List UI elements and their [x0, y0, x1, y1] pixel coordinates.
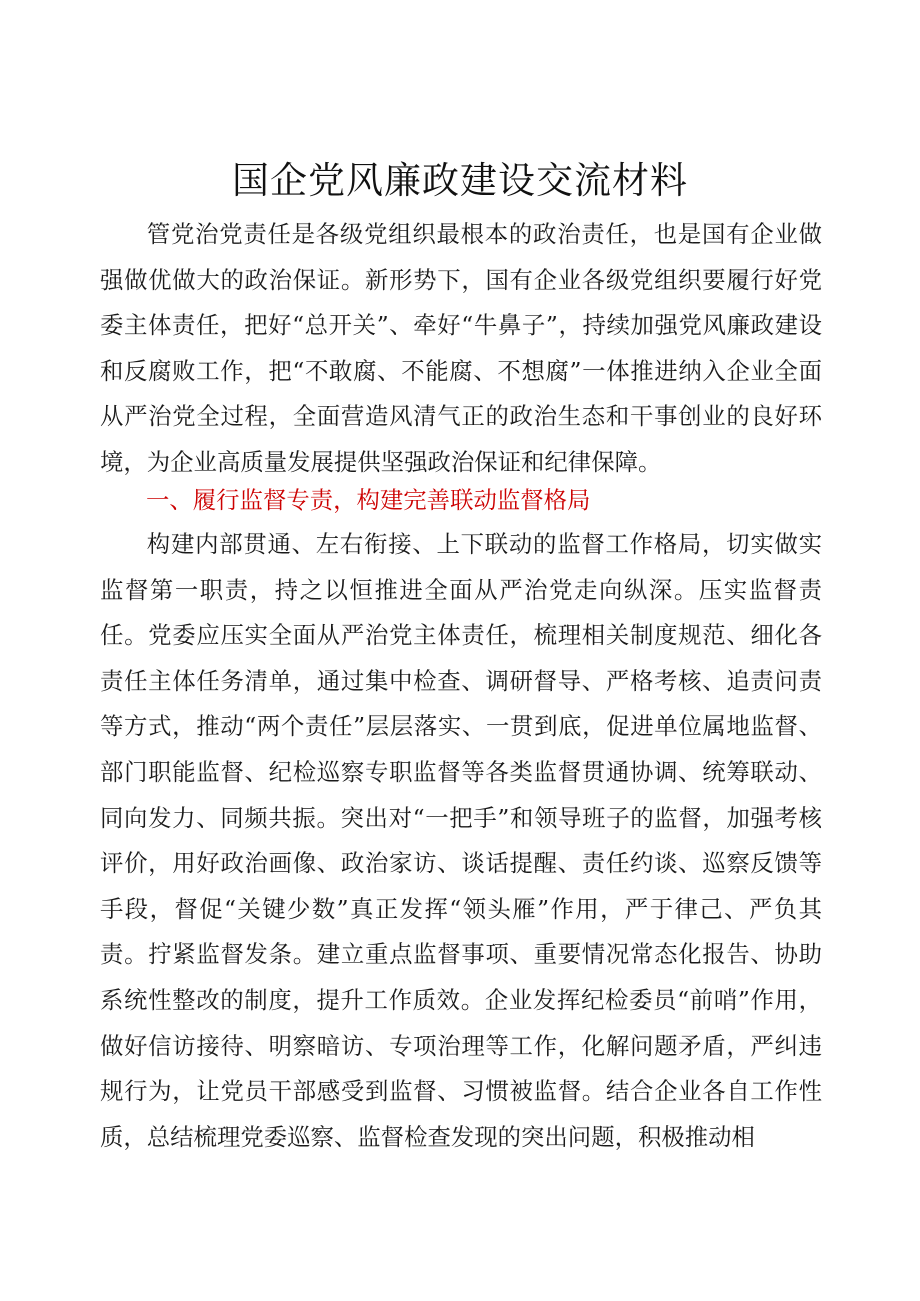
- document-title: 国企党风廉政建设交流材料: [232, 159, 688, 202]
- section-heading: 一、履行监督专责，构建完善联动监督格局: [146, 486, 591, 514]
- intro-paragraph: 管党治党责任是各级党组织最根本的政治责任，也是国有企业做强做优做大的政治保证。新形势下，国有企业各级党组织要履行好党委主体责任，把好“总开关”、牵好“牛鼻子”，持续加强党风廉政建设和反腐败工作，把“不敢腐、不能腐、不想腐”一体推进纳入企业全面从严治党全过程，全面营造风清气正的政治生态和干事创业的良好环境，为企业高质量发展提供坚强政治保证和纪律保障。: [100, 220, 822, 476]
- section-paragraph: 构建内部贯通、左右衔接、上下联动的监督工作格局，切实做实监督第一职责，持之以恒推进全面从严治党走向纵深。压实监督责任。党委应压实全面从严治党主体责任，梳理相关制度规范、细化各责任主体任务清单，通过集中检查、调研督导、严格考核、追责问责等方式，推动“两个责任”层层落实、一贯到底，促进单位属地监督、部门职能监督、纪检巡察专职监督等各类监督贯通协调、统筹联动、同向发力、同频共振。突出对“一把手”和领导班子的监督，加强考核评价，用好政治画像、政治家访、谈话提醒、责任约谈、巡察反馈等手段，督促“关键少数”真正发挥“领头雁”作用，严于律己、严负其责。拧紧监督发条。建立重点监督事项、重要情况常态化报告、协助系统性整改的制度，提升工作质效。企业发挥纪检委员“前哨”作用，做好信访接待、明察暗访、专项治理等工作，化解问题矛盾，严纠违规行为，让党员干部感受到监督、习惯被监督。结合企业各自工作性质，总结梳理党委巡察、监督检查发现的突出问题，积极推动相: [100, 530, 822, 1151]
